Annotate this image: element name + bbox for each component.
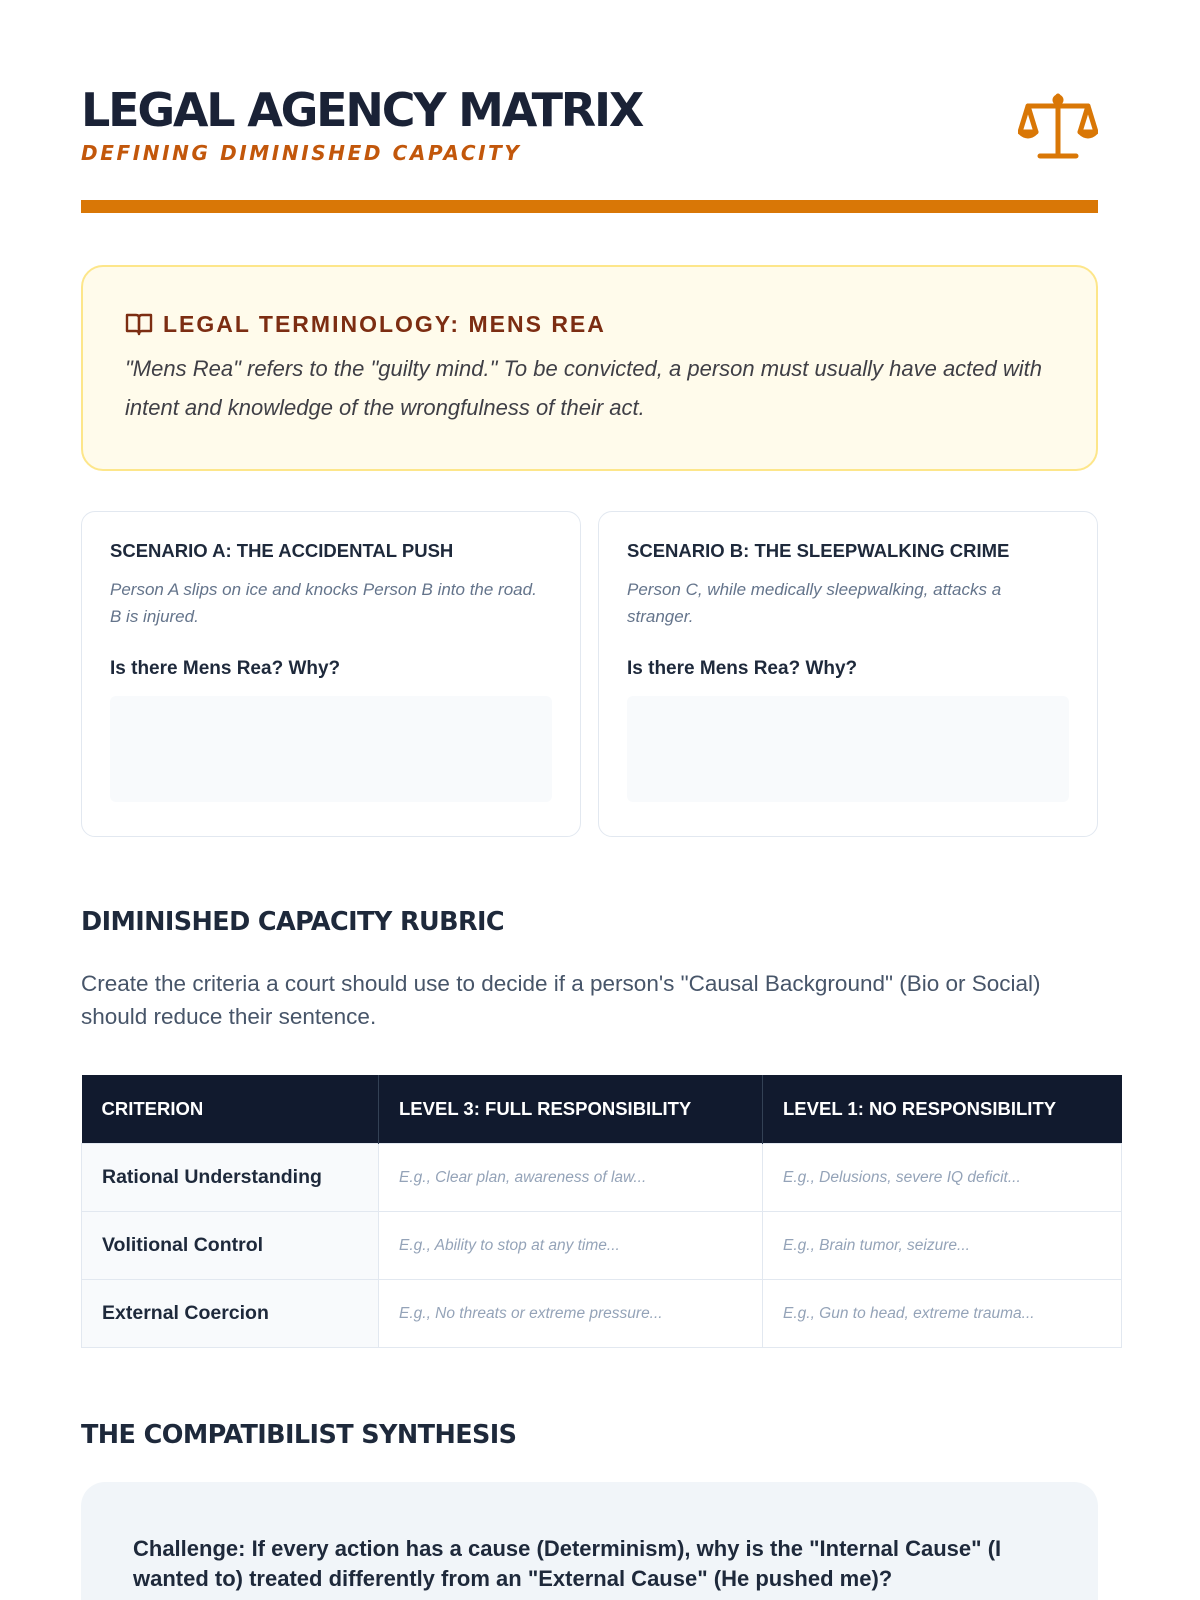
criterion-cell: External Coercion xyxy=(82,1280,379,1348)
answer-box-a[interactable] xyxy=(110,696,552,802)
table-row xyxy=(82,1144,1122,1212)
page-header xyxy=(81,0,1098,213)
table-row xyxy=(82,1280,1122,1348)
callout-header xyxy=(125,309,1054,339)
page-subtitle: DEFINING DIMINISHED CAPACITY xyxy=(81,141,522,165)
scenario-description: Person C, while medically sleepwalking, attacks a stranger. xyxy=(627,580,1002,626)
scenario-title: SCENARIO B: THE SLEEPWALKING CRIME xyxy=(627,540,1010,561)
header-level-1: LEVEL 1: NO RESPONSIBILITY xyxy=(763,1075,1122,1144)
level-1-cell[interactable]: E.g., Brain tumor, seizure... xyxy=(763,1212,1122,1280)
level-3-cell[interactable]: E.g., Ability to stop at any time... xyxy=(379,1212,763,1280)
scenario-card-a xyxy=(81,511,581,837)
answer-box-b[interactable] xyxy=(627,696,1069,802)
scenario-title: SCENARIO A: THE ACCIDENTAL PUSH xyxy=(110,540,454,561)
rubric-title: DIMINISHED CAPACITY RUBRIC xyxy=(81,907,505,937)
scenario-description: Person A slips on ice and knocks Person B into the road. B is injured. xyxy=(110,580,537,626)
level-3-cell[interactable]: E.g., No threats or extreme pressure... xyxy=(379,1280,763,1348)
scale-icon xyxy=(1018,92,1098,162)
criterion-cell: Rational Understanding xyxy=(82,1144,379,1212)
scenario-cards xyxy=(81,511,1098,837)
criterion-cell: Volitional Control xyxy=(82,1212,379,1280)
level-3-cell[interactable]: E.g., Clear plan, awareness of law... xyxy=(379,1144,763,1212)
rubric-intro: Create the criteria a court should use to decide if a person's "Causal Background" (Bio or Social) should reduce their sentence. xyxy=(81,971,1041,1029)
callout-definition: "Mens Rea" refers to the "guilty mind." To be convicted, a person must usually have acted with intent and knowledge of the wrongfulness of their act. xyxy=(125,356,1042,420)
header-level-3: LEVEL 3: FULL RESPONSIBILITY xyxy=(379,1075,763,1144)
table-row xyxy=(82,1212,1122,1280)
rubric-header-row xyxy=(82,1075,1122,1144)
scenario-card-b xyxy=(598,511,1098,837)
callout-title: LEGAL TERMINOLOGY: MENS REA xyxy=(163,310,606,337)
scenario-question: Is there Mens Rea? Why? xyxy=(627,658,858,679)
synthesis-title: THE COMPATIBILIST SYNTHESIS xyxy=(81,1420,517,1450)
level-1-cell[interactable]: E.g., Delusions, severe IQ deficit... xyxy=(763,1144,1122,1212)
page-title: LEGAL AGENCY MATRIX xyxy=(81,83,643,137)
synthesis-challenge: Challenge: If every action has a cause (Determinism), why is the "Internal Cause" (I wanted to) treated differently from an "External Cause" (He pushed me)? xyxy=(133,1536,1002,1591)
terminology-callout xyxy=(81,265,1098,471)
synthesis-box xyxy=(81,1482,1098,1600)
header-criterion: CRITERION xyxy=(82,1075,379,1144)
scenario-question: Is there Mens Rea? Why? xyxy=(110,658,341,679)
book-icon xyxy=(125,311,153,337)
rubric-table xyxy=(81,1075,1122,1348)
level-1-cell[interactable]: E.g., Gun to head, extreme trauma... xyxy=(763,1280,1122,1348)
